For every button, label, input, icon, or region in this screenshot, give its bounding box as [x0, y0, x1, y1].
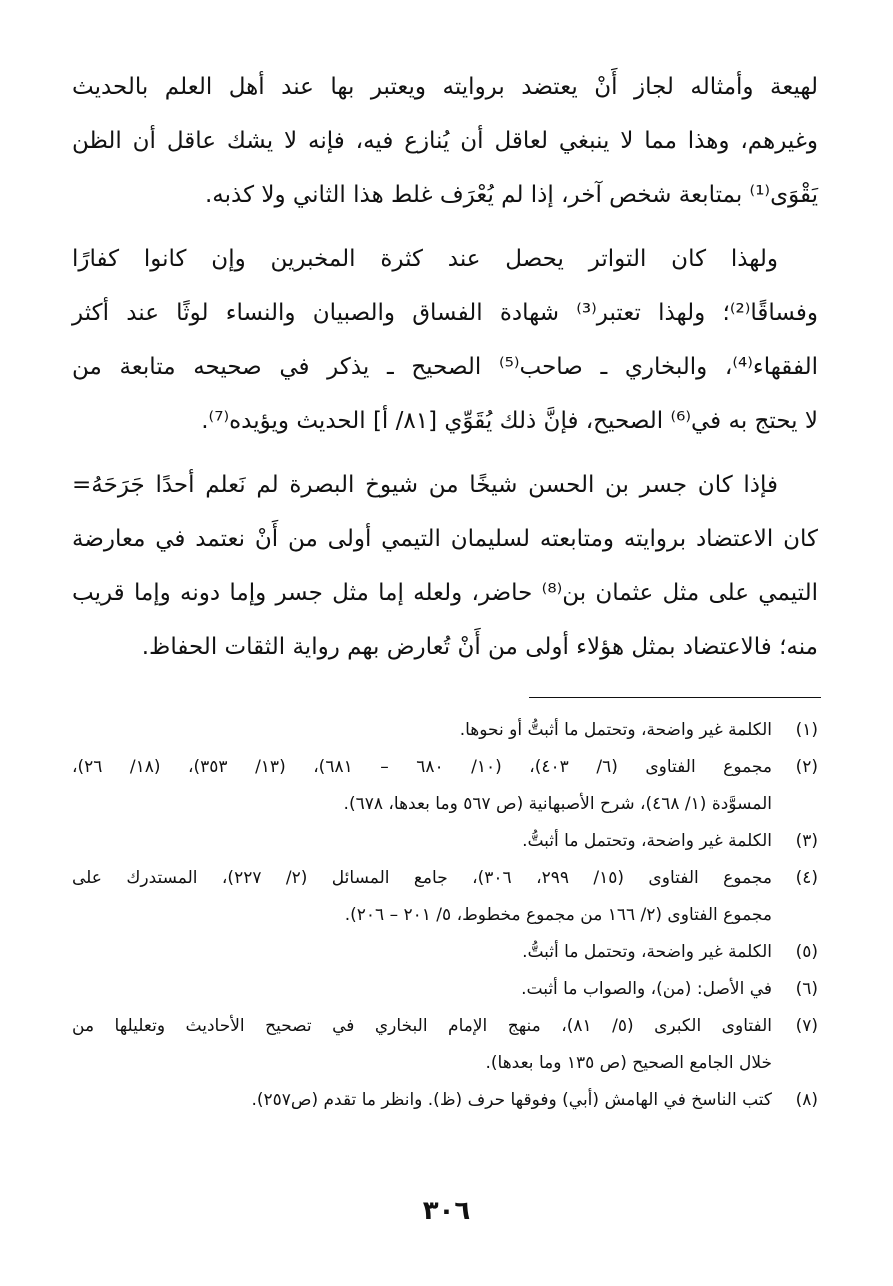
footnotes: [72, 712, 818, 1119]
text-line: وغيرهم، وهذا مما لا ينبغي لعاقل أن يُنازع فيه، فإنه لا يشك عاقل أن الظن: [72, 128, 818, 154]
footnote-line: مجموع الفتاوى (٦/ ٤٠٣)، (١٠/ ٦٨٠ – ٦٨١)، (١٣/ ٣٥٣)، (١٨/ ٢٦)،: [72, 757, 773, 777]
footnote-number: (٨): [795, 1090, 818, 1110]
text-line: وفساقًا⁽²⁾؛ ولهذا تعتبر⁽³⁾ شهادة الفساق والصبيان والنساء لوثًا عند أكثر: [72, 300, 818, 326]
footnote-number: (٢): [795, 757, 818, 777]
footnote-number: (٣): [795, 831, 818, 851]
footnote-separator: [529, 697, 821, 698]
text-line: فإذا كان جسر بن الحسن شيخًا من شيوخ البصرة لم نَعلم أحدًا جَرَحَهُ=: [72, 472, 778, 498]
footnote-line: في الأصل: (من)، والصواب ما أثبت.: [521, 979, 772, 999]
text-line: يَقْوَى⁽¹⁾ بمتابعة شخص آخر، إذا لم يُعْرَف غلط هذا الثاني ولا كذبه.: [204, 182, 818, 208]
footnote-line: كتب الناسخ في الهامش (أبي) وفوقها حرف (ظ). وانظر ما تقدم (ص٢٥٧).: [251, 1090, 772, 1110]
footnote-line: الكلمة غير واضحة، وتحتمل ما أثبتُّ.: [522, 942, 772, 962]
text-line: كان الاعتضاد بروايته ومتابعته لسليمان التيمي أولى من أَنْ نعتمد في معارضة: [72, 526, 818, 552]
footnote-number: (٥): [795, 942, 818, 962]
paragraph-1: [72, 60, 818, 222]
footnote-number: (١): [795, 720, 818, 740]
footnote-line: المسوَّدة (١/ ٤٦٨)، شرح الأصبهانية (ص ٥٦٧ وما بعدها، ٦٧٨).: [343, 794, 772, 814]
footnote-3: [72, 823, 818, 860]
footnote-8: [72, 1082, 818, 1119]
footnote-number: (٤): [795, 868, 818, 888]
footnote-1: [72, 712, 818, 749]
footnote-7: [72, 1008, 818, 1082]
footnote-line: الكلمة غير واضحة، وتحتمل ما أثبتُّ.: [522, 831, 772, 851]
text-line: لهيعة وأمثاله لجاز أَنْ يعتضد بروايته ويعتبر بها عند أهل العلم بالحديث: [72, 74, 818, 100]
footnote-number: (٦): [795, 979, 818, 999]
footnote-4: [72, 860, 818, 934]
page-number: ٣٠٦: [422, 1196, 471, 1226]
text-line: التيمي على مثل عثمان بن⁽⁸⁾ حاضر، ولعله إما مثل جسر وإما دونه وإما قريب: [72, 580, 818, 606]
text-line: منه؛ فالاعتضاد بمثل هؤلاء أولى من أَنْ تُعارض بهم رواية الثقات الحفاظ.: [141, 634, 818, 660]
footnote-6: [72, 971, 818, 1008]
paragraph-3: [72, 458, 818, 674]
text-line: لا يحتج به في⁽⁶⁾ الصحيح، فإنَّ ذلك يُقَوِّي [٨١/ أ] الحديث ويؤيده⁽⁷⁾.: [201, 408, 818, 434]
paragraph-2: [72, 232, 818, 448]
footnote-line: مجموع الفتاوى (١٥/ ٢٩٩، ٣٠٦)، جامع المسائل (٢/ ٢٢٧)، المستدرك على: [72, 868, 773, 888]
footnote-number: (٧): [795, 1016, 818, 1036]
main-text: [72, 60, 818, 684]
footnote-2: [72, 749, 818, 823]
text-line: ولهذا كان التواتر يحصل عند كثرة المخبرين وإن كانوا كفارًا: [72, 246, 778, 272]
footnote-line: الفتاوى الكبرى (٥/ ٨١)، منهج الإمام البخاري في تصحيح الأحاديث وتعليلها من: [72, 1016, 773, 1036]
footnote-line: الكلمة غير واضحة، وتحتمل ما أثبتُّ أو نحوها.: [459, 720, 772, 740]
footnote-line: مجموع الفتاوى (٢/ ١٦٦ من مجموع مخطوط، ٥/ ٢٠١ – ٢٠٦).: [344, 905, 772, 925]
text-line: الفقهاء⁽⁴⁾، والبخاري ـ صاحب⁽⁵⁾ الصحيح ـ يذكر في صحيحه متابعة من: [72, 354, 818, 380]
footnote-line: خلال الجامع الصحيح (ص ١٣٥ وما بعدها).: [485, 1053, 772, 1073]
footnote-5: [72, 934, 818, 971]
